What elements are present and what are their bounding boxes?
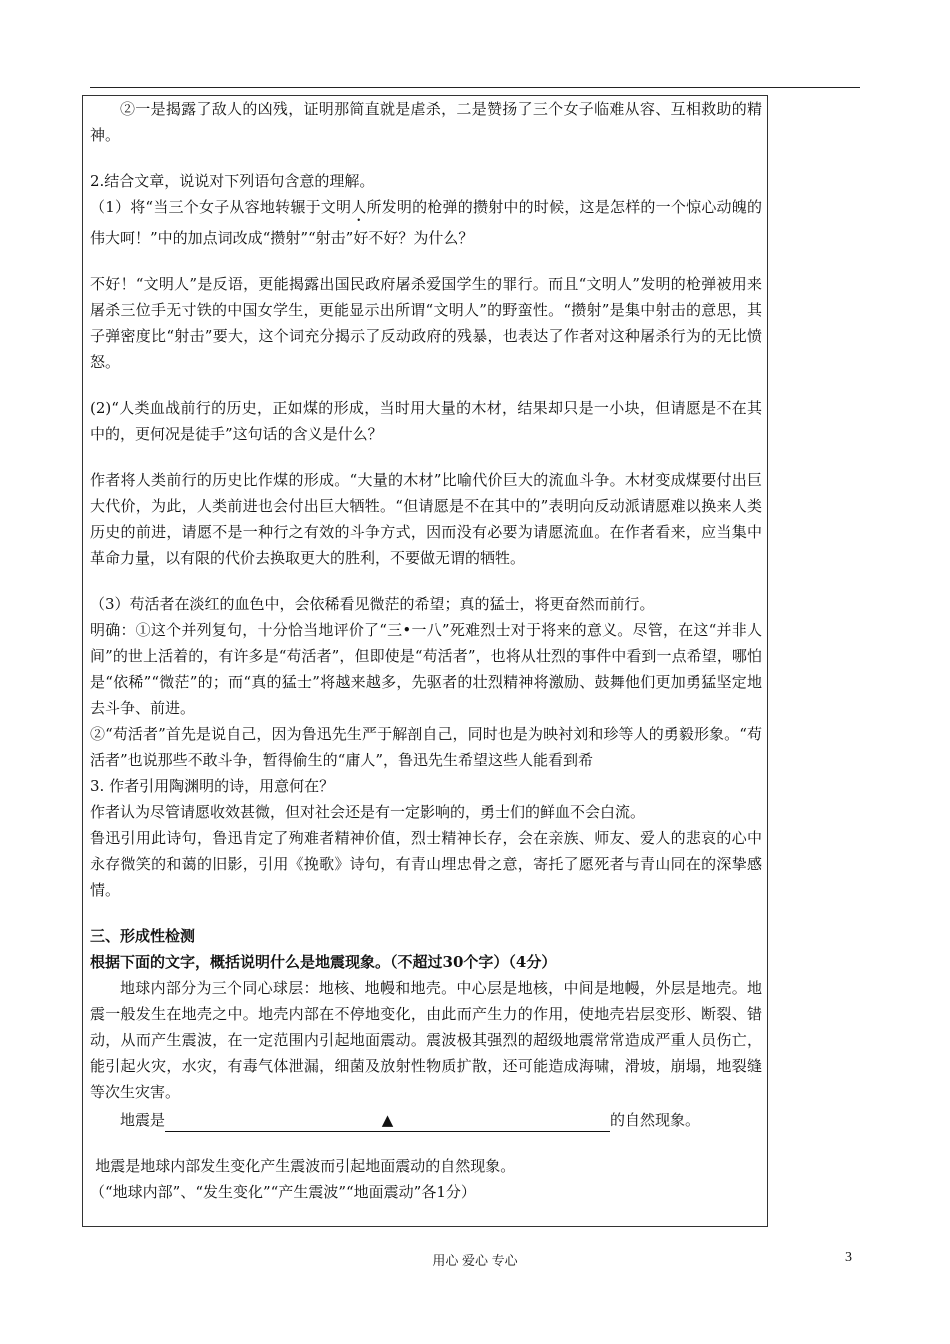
q2-title: 2.结合文章，说说对下列语句含意的理解。 — [90, 172, 375, 190]
header-rule — [90, 87, 860, 88]
page-footer: 用心 爱心 专心 — [432, 1253, 518, 1268]
intro-answer: ②一是揭露了敌人的凶残，证明那简直就是虐杀，二是赞扬了三个女子临难从容、互相救助的精神。 — [90, 100, 762, 144]
section3-instruction: 根据下面的文字，概括说明什么是地震现象。（不超过30个字）（4分） — [90, 953, 557, 971]
content-body — [90, 96, 762, 1205]
emphasis-dot-word: 人 — [351, 198, 367, 216]
q3-answer-2: 鲁迅引用此诗句，鲁迅肯定了殉难者精神价值，烈士精神长存，会在亲族、师友、爱人的悲哀的心中永存微笑的和蔼的旧影，引用《挽歌》诗句，有青山埋忠骨之意，寄托了愿死者与青山同在的深挚感情。 — [90, 829, 762, 899]
q2-s2-question: (2)“人类血战前行的历史，正如煤的形成，当时用大量的木材，结果却只是一小块，但请愿是不在其中的，更何况是徒手”这句话的含义是什么？ — [90, 399, 762, 443]
section3-passage: 地球内部分为三个同心球层：地核、地幔和地壳。中心层是地核，中间是地幔，外层是地壳。地震一般发生在地壳之中。地壳内部在不停地变化，由此而产生力的作用，使地壳岩层变形、断裂、错动，从而产生震波，在一定范围内引起地面震动。震波极其强烈的超级地震常常造成严重人员伤亡，能引起火灾，水灾，有毒气体泄漏，细菌及放射性物质扩散，还可能造成海啸，滑坡，崩塌，地裂缝等次生灾害。 — [90, 979, 762, 1101]
page-number: 3 — [845, 1250, 852, 1265]
triangle-marker-icon: ▲ — [381, 1111, 394, 1129]
fill-blank-row — [90, 1107, 762, 1133]
q2-s2-answer: 作者将人类前行的历史比作煤的形成。“大量的木材”比喻代价巨大的流血斗争。木材变成煤要付出巨大代价，为此，人类前进也会付出巨大牺牲。“但请愿是不在其中的”表明向反动派请愿难以换来人类历史的前进，请愿不是一种行之有效的斗争方式，因而没有必要为请愿流血。在作者看来，应当集中革命力量，以有限的代价去换取更大的胜利，不要做无谓的牺牲。 — [90, 471, 762, 567]
q3-answer-1: 作者认为尽管请愿收效甚微，但对社会还是有一定影响的，勇士们的鲜血不会白流。 — [90, 803, 646, 821]
section3-heading: 三、形成性检测 — [90, 927, 196, 945]
blank-suffix: 的自然现象。 — [610, 1111, 701, 1129]
q2-s1-question: （1）将“当三个女子从容地转辗于文明人所发明的枪弹的攒射中的时候，这是怎样的一个惊心动魄的伟大呵！”中的加点词改成“攒射”“射击”好不好？为什么？ — [90, 198, 762, 247]
q3-question: 3. 作者引用陶渊明的诗，用意何在？ — [90, 777, 335, 795]
section3-scoring: （“地球内部”、“发生变化”“产生震波”“地面震动”各1分） — [90, 1183, 476, 1201]
blank-prefix: 地震是 — [120, 1111, 166, 1129]
q2-s3-question: （3）苟活者在淡红的血色中，会依稀看见微茫的希望；真的猛士，将更奋然而前行。 — [90, 595, 655, 613]
q2-s3-answer-2: ②“苟活者”首先是说自己，因为鲁迅先生严于解剖自己，同时也是为映衬刘和珍等人的勇毅形象。“苟活者”也说那些不敢斗争，暂得偷生的“庸人”，鲁迅先生希望这些人能看到希 — [90, 725, 762, 769]
section3-answer: 地震是地球内部发生变化产生震波而引起地面震动的自然现象。 — [95, 1157, 516, 1175]
content-box — [82, 95, 768, 1227]
q2-s1-answer: 不好！“文明人”是反语，更能揭露出国民政府屠杀爱国学生的罪行。而且“文明人”发明的枪弹被用来屠杀三位手无寸铁的中国女学生，更能显示出所谓“文明人”的野蛮性。“攒射”是集中射击的意思，其子弹密度比“射击”要大，这个词充分揭示了反动政府的残暴，也表达了作者对这种屠杀行为的无比愤怒。 — [90, 275, 762, 371]
answer-blank[interactable] — [165, 1109, 610, 1132]
q2-s3-answer-1: 明确：①这个并列复句，十分恰当地评价了“三•一八”死难烈士对于将来的意义。尽管，在这“并非人间”的世上活着的，有许多是“苟活者”，但即使是“苟活者”，也将从壮烈的事件中看到一点希望，哪怕是“依稀”“微茫”的；而“真的猛士”将越来越多，先驱者的壮烈精神将激励、鼓舞他们更加勇猛坚定地去斗争、前进。 — [90, 621, 762, 717]
